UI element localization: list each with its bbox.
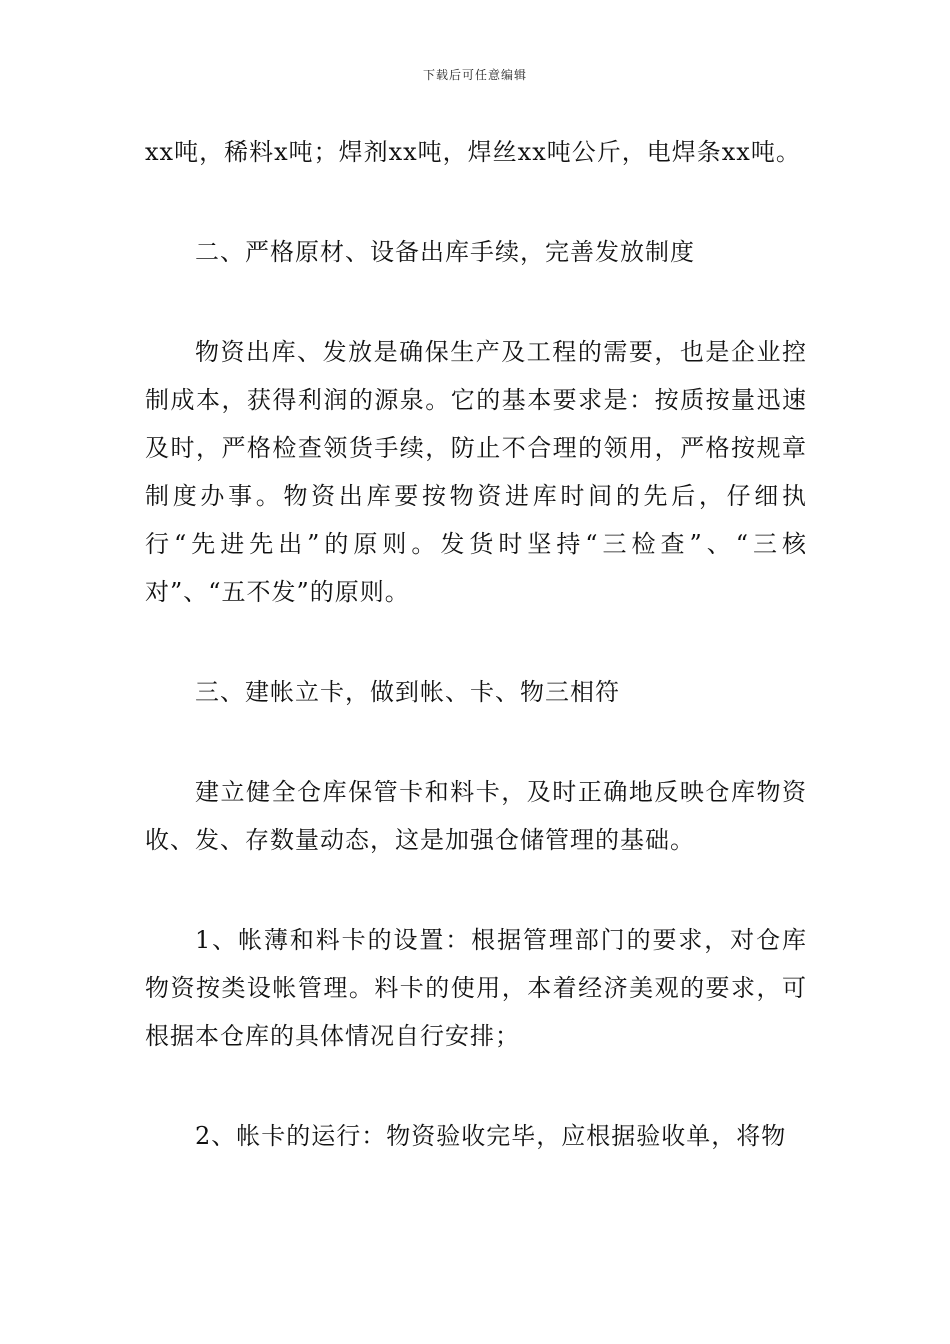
- paragraph-item-1: 1、帐薄和料卡的设置：根据管理部门的要求，对仓库物资按类设帐管理。料卡的使用，本着经济美观的要求，可根据本仓库的具体情况自行安排；: [145, 926, 807, 1050]
- paragraph-item-2: 2、帐卡的运行：物资验收完毕，应根据验收单，将物: [195, 1122, 787, 1150]
- paragraph-cards: 建立健全仓库保管卡和料卡，及时正确地反映仓库物资收、发、存数量动态，这是加强仓储管理的基础。: [145, 778, 807, 854]
- paragraph-continuation: xx吨，稀料x吨；焊剂xx吨，焊丝xx吨公斤，电焊条xx吨。: [145, 138, 801, 166]
- section-heading-3: 三、建帐立卡，做到帐、卡、物三相符: [195, 678, 620, 706]
- page-header: 下载后可任意编辑: [422, 68, 527, 82]
- section-heading-2: 二、严格原材、设备出库手续，完善发放制度: [195, 238, 695, 266]
- paragraph-outbound: 物资出库、发放是确保生产及工程的需要，也是企业控制成本，获得利润的源泉。它的基本要求是：按质按量迅速及时，严格检查领货手续，防止不合理的领用，严格按规章制度办事。物资出库要按物资进库时间的先后，仔细执行“先进先出”的原则。发货时坚持“三检查”、“三核对”、“五不发”的原则。: [145, 338, 807, 606]
- document-body: [145, 128, 807, 1160]
